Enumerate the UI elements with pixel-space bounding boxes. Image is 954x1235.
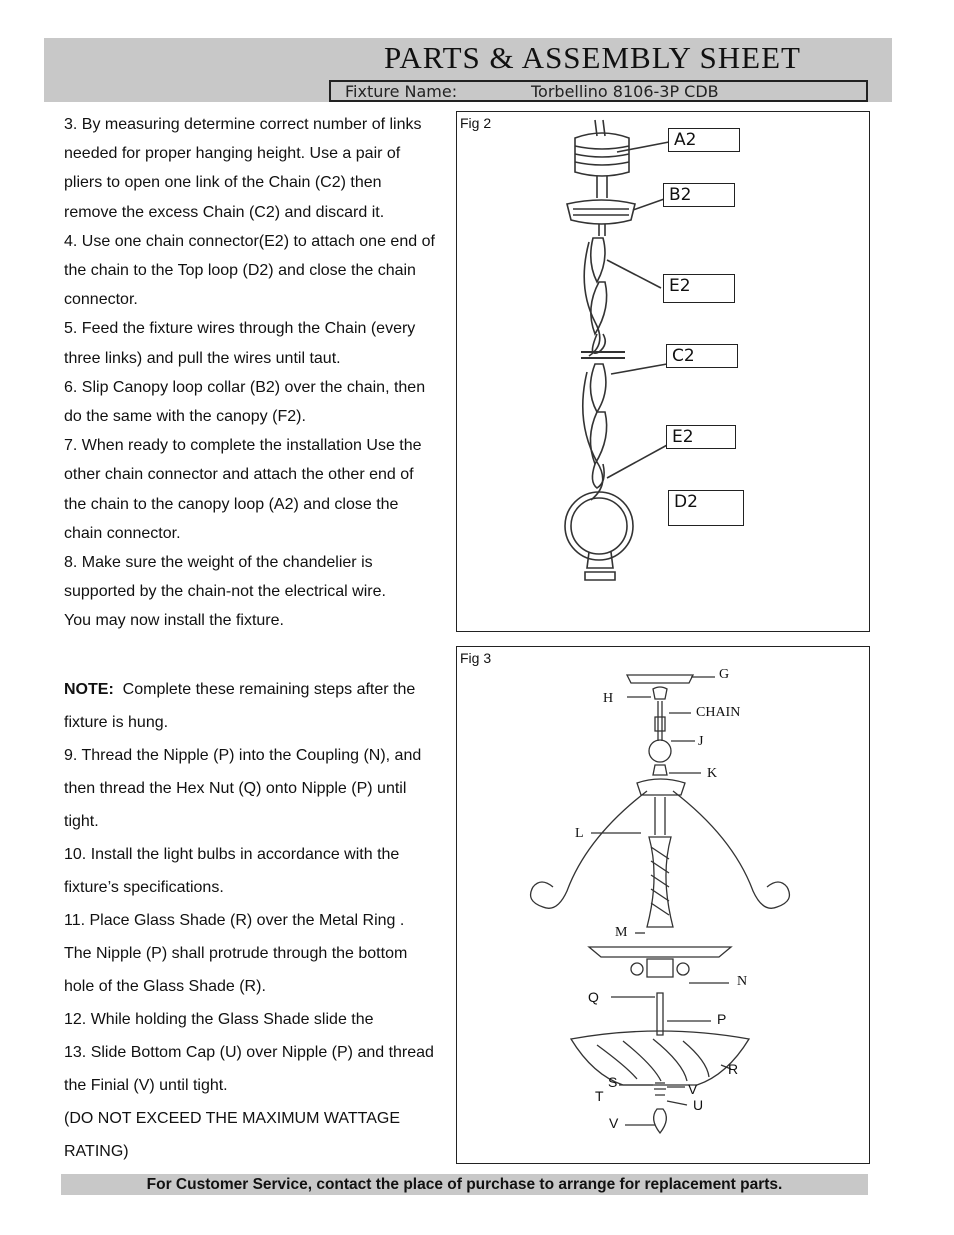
note-first-line bbox=[64, 673, 464, 706]
part-label-g: G bbox=[719, 667, 730, 682]
note-line: The Nipple (P) shall protrude through the bottom bbox=[64, 945, 408, 962]
part-label-v-finial: V bbox=[609, 1115, 619, 1131]
note-line: tight. bbox=[64, 813, 99, 830]
figure-3-label: Fig 3 bbox=[460, 650, 492, 666]
part-label-j: J bbox=[698, 734, 704, 749]
fixture-name-box bbox=[329, 80, 868, 102]
post-install-notes bbox=[64, 673, 464, 1168]
part-label-c2: C2 bbox=[666, 344, 738, 368]
step-line: You may now install the fixture. bbox=[64, 612, 284, 630]
step-line: do the same with the canopy (F2). bbox=[64, 408, 306, 426]
note-text: Complete these remaining steps after the bbox=[122, 681, 416, 698]
note-line: fixture’s specifications. bbox=[64, 879, 224, 896]
part-label-s: S bbox=[608, 1074, 618, 1090]
fixture-assembly-drawing bbox=[457, 647, 869, 1163]
step-line: needed for proper hanging height. Use a pair of bbox=[64, 145, 401, 163]
step-line: remove the excess Chain (C2) and discard it. bbox=[64, 203, 385, 221]
note-line: 9. Thread the Nipple (P) into the Coupling (N), and bbox=[64, 747, 422, 764]
step-line: connector. bbox=[64, 291, 138, 309]
note-line: 11. Place Glass Shade (R) over the Metal Ring . bbox=[64, 912, 405, 929]
note-line: then thread the Hex Nut (Q) onto Nipple (P) until bbox=[64, 780, 407, 797]
part-label-m: M bbox=[615, 925, 628, 940]
installation-steps bbox=[64, 110, 464, 636]
part-label-r: R bbox=[728, 1061, 739, 1077]
part-label-e2-lower: E2 bbox=[666, 425, 736, 449]
figure-2-chain-assembly bbox=[456, 111, 870, 632]
part-label-u: U bbox=[693, 1097, 704, 1113]
customer-service-footer: For Customer Service, contact the place of purchase to arrange for replacement parts. bbox=[61, 1174, 868, 1195]
step-line: 8. Make sure the weight of the chandelier is bbox=[64, 554, 373, 572]
part-label-b2: B2 bbox=[663, 183, 735, 207]
part-label-p: P bbox=[717, 1011, 727, 1027]
note-line: the Finial (V) until tight. bbox=[64, 1077, 228, 1094]
step-line: 3. By measuring determine correct number of links bbox=[64, 116, 422, 133]
step-line: 4. Use one chain connector(E2) to attach one end of bbox=[64, 232, 435, 250]
step-line: three links) and pull the wires until taut. bbox=[64, 349, 341, 367]
fixture-name-label: Fixture Name: bbox=[345, 82, 458, 101]
step-line: chain connector. bbox=[64, 524, 181, 542]
step-line: 6. Slip Canopy loop collar (B2) over the chain, then bbox=[64, 378, 426, 396]
step-line: the chain to the canopy loop (A2) and close the bbox=[64, 495, 399, 513]
note-line: 10. Install the light bulbs in accordance with the bbox=[64, 846, 400, 863]
page-title: PARTS & ASSEMBLY SHEET bbox=[384, 40, 801, 75]
part-label-h: H bbox=[603, 691, 614, 706]
part-label-v-upper: V bbox=[688, 1081, 698, 1097]
part-label-q: Q bbox=[588, 989, 599, 1005]
note-line: RATING) bbox=[64, 1143, 129, 1160]
step-line: pliers to open one link of the Chain (C2) then bbox=[64, 174, 382, 192]
part-label-t: T bbox=[595, 1088, 604, 1104]
part-label-n: N bbox=[737, 974, 748, 989]
step-line: other chain connector and attach the other end of bbox=[64, 466, 414, 484]
note-line: 13. Slide Bottom Cap (U) over Nipple (P) and thread bbox=[64, 1044, 434, 1061]
figure-3-fixture-assembly bbox=[456, 646, 870, 1164]
part-label-k: K bbox=[707, 766, 718, 781]
note-line: fixture is hung. bbox=[64, 714, 169, 731]
note-label: NOTE: bbox=[64, 681, 114, 698]
step-line: the chain to the Top loop (D2) and close the chain bbox=[64, 262, 416, 280]
note-line: 12. While holding the Glass Shade slide the bbox=[64, 1011, 374, 1028]
step-line: 7. When ready to complete the installation Use the bbox=[64, 437, 422, 455]
part-label-a2: A2 bbox=[668, 128, 740, 152]
part-label-l: L bbox=[575, 826, 584, 841]
part-label-d2: D2 bbox=[668, 490, 744, 526]
fixture-name-value: Torbellino 8106-3P CDB bbox=[531, 82, 719, 101]
part-label-e2: E2 bbox=[663, 274, 735, 303]
note-line: hole of the Glass Shade (R). bbox=[64, 978, 266, 995]
step-line: 5. Feed the fixture wires through the Chain (every bbox=[64, 320, 416, 338]
part-label-chain: CHAIN bbox=[696, 705, 741, 720]
step-line: supported by the chain-not the electrical wire. bbox=[64, 583, 386, 601]
note-line: (DO NOT EXCEED THE MAXIMUM WATTAGE bbox=[64, 1110, 401, 1127]
figure-2-label: Fig 2 bbox=[460, 115, 492, 131]
